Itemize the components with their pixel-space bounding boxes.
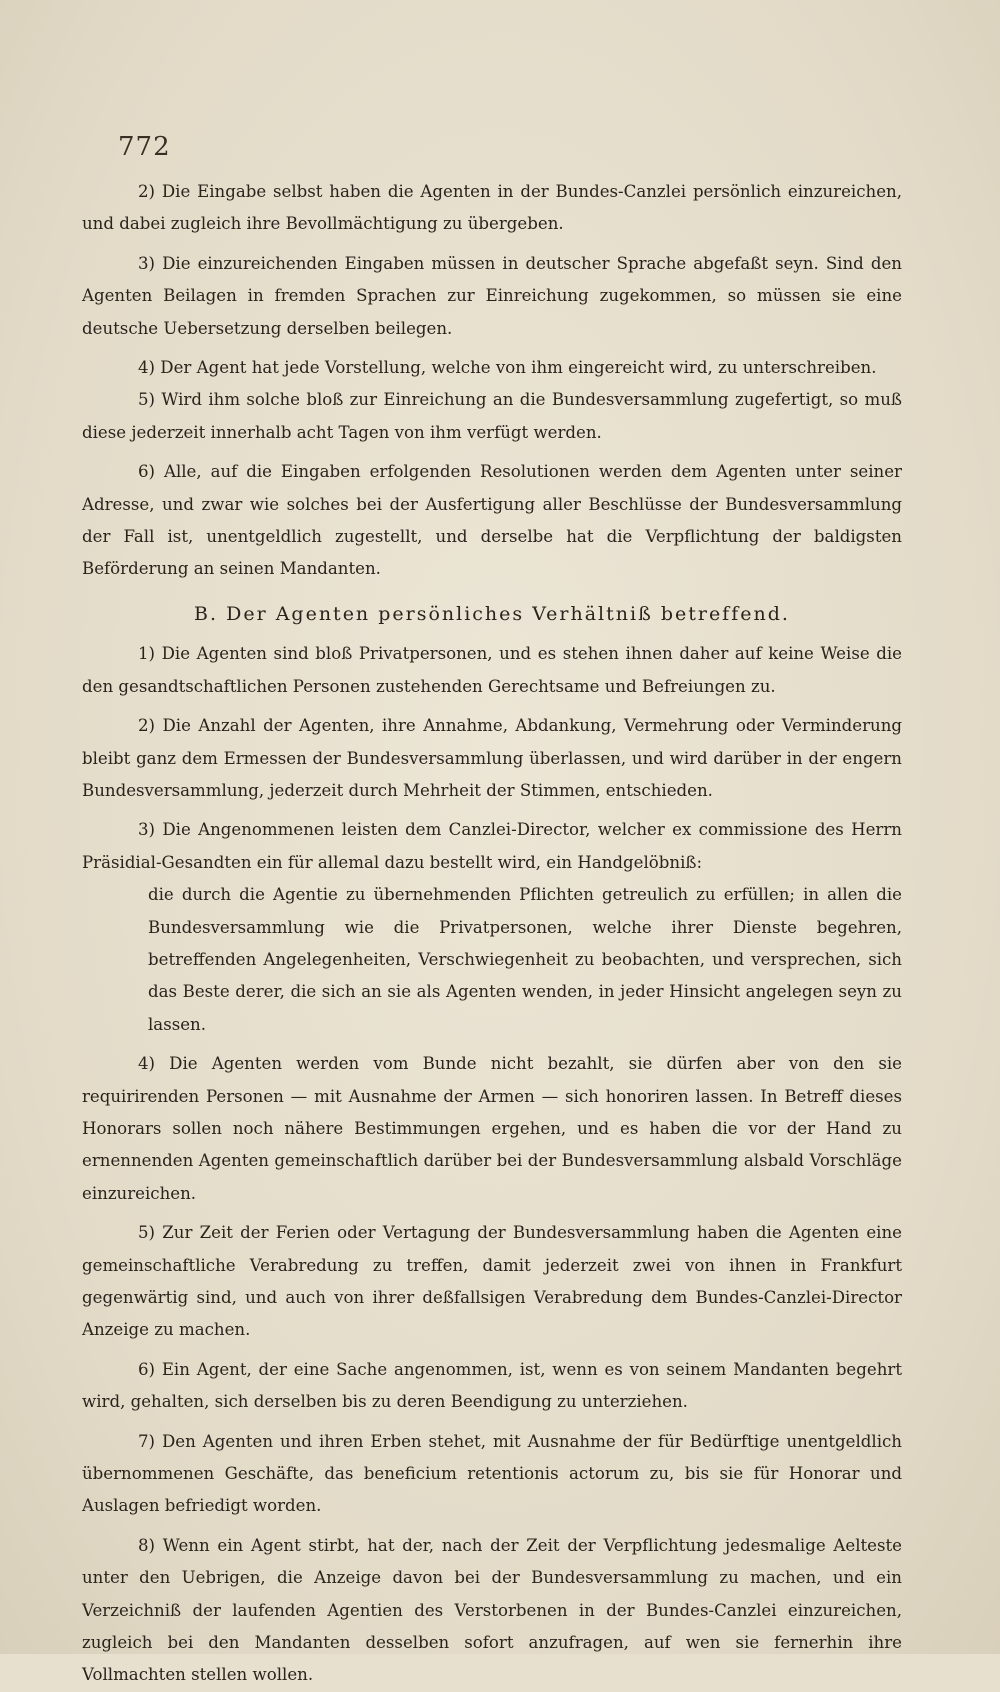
paragraph-b-5: 5) Zur Zeit der Ferien oder Vertagung der Bundesversammlung haben die Agenten eine gemeinschaftliche Verabredung zu treffen, damit jederzeit zwei von ihnen in Frankfurt gegenwärtig sind, und auch von ihrer deßfallsigen Verabredung dem Bundes-Canzlei-Director Anzeige zu machen. <box>82 1223 902 1340</box>
page-body <box>82 176 902 1692</box>
oath-text: die durch die Agentie zu übernehmenden Pflichten getreulich zu erfüllen; in allen die Bundesversammlung wie die Privatpersonen, welche ihrer Dienste begehren, betreffenden Angelegenheiten, Verschwiegenheit zu beobachten, und versprechen, sich das Beste derer, die sich an sie als Agenten wenden, in jeder Hinsicht angelegen seyn zu lassen. <box>148 885 902 1034</box>
paragraph-a-3: 3) Die einzureichenden Eingaben müssen in deutscher Sprache abgefaßt seyn. Sind den Agenten Beilagen in fremden Sprachen zur Einreichung zugekommen, so müssen sie eine deutsche Uebersetzung derselben beilegen. <box>82 253 902 338</box>
paragraph-b-4: 4) Die Agenten werden vom Bunde nicht bezahlt, sie dürfen aber von den sie requirirenden Personen — mit Ausnahme der Armen — sich honoriren lassen. In Betreff dieses Honorars sollen noch nähere Bestimmungen ergehen, und es haben die vor der Hand zu ernennenden Agenten gemeinschaftlich darüber bei der Bundesversammlung alsbald Vorschläge einzureichen. <box>82 1054 902 1203</box>
paragraph-a-5: 5) Wird ihm solche bloß zur Einreichung an die Bundesversammlung zugefertigt, so muß diese jederzeit innerhalb acht Tagen von ihm verfügt werden. <box>82 390 902 442</box>
paragraph-a-6: 6) Alle, auf die Eingaben erfolgenden Resolutionen werden dem Agenten unter seiner Adresse, und zwar wie solches bei der Ausfertigung aller Beschlüsse der Bundesversammlung der Fall ist, unentgeldlich zugestellt, und derselbe hat die Verpflichtung der baldigsten Beförderung an seinen Mandanten. <box>82 462 902 579</box>
paragraph-b-8: 8) Wenn ein Agent stirbt, hat der, nach der Zeit der Verpflichtung jedesmalige Aelteste unter den Uebrigen, die Anzeige davon bei der Bundesversammlung zu machen, und ein Verzeichniß der laufenden Agentien des Verstorbenen in der Bundes-Canzlei einzureichen, zugleich bei den Mandanten desselben sofort anzufragen, auf wen sie fernerhin ihre Vollmachten stellen wollen. <box>82 1535 902 1685</box>
paragraph-b-1: 1) Die Agenten sind bloß Privatpersonen, und es stehen ihnen daher auf keine Weise die den gesandtschaftlichen Personen zustehenden Gerechtsame und Befreiungen zu. <box>82 644 902 696</box>
paragraph-b-6: 6) Ein Agent, der eine Sache angenommen, ist, wenn es von seinem Mandanten begehrt wird, gehalten, sich derselben bis zu deren Beendigung zu unterziehen. <box>82 1359 902 1412</box>
section-heading-b: B. Der Agenten persönliches Verhältniß betreffend. <box>194 602 790 625</box>
paragraph-b-7: 7) Den Agenten und ihren Erben stehet, mit Ausnahme der für Bedürftige unentgeldlich übernommenen Geschäfte, das beneficium retentionis actorum zu, bis sie für Honorar und Auslagen befriedigt worden. <box>82 1431 902 1516</box>
paragraph-a-2: 2) Die Eingabe selbst haben die Agenten in der Bundes-Canzlei persönlich einzureichen, und dabei zugleich ihre Bevollmächtigung zu übergeben. <box>82 182 902 234</box>
page-number: 772 <box>118 132 171 162</box>
paragraph-a-4: 4) Der Agent hat jede Vorstellung, welche von ihm eingereicht wird, zu unterschreiben. <box>138 358 877 378</box>
paragraph-b-2: 2) Die Anzahl der Agenten, ihre Annahme, Abdankung, Vermehrung oder Verminderung bleibt ganz dem Ermessen der Bundesversammlung überlassen, und wird darüber in der engern Bundesversammlung, jederzeit durch Mehrheit der Stimmen, entschieden. <box>82 716 902 800</box>
paragraph-b-3: 3) Die Angenommenen leisten dem Canzlei-Director, welcher ex commissione des Herrn Präsidial-Gesandten ein für allemal dazu bestellt wird, ein Handgelöbniß: <box>82 820 902 872</box>
